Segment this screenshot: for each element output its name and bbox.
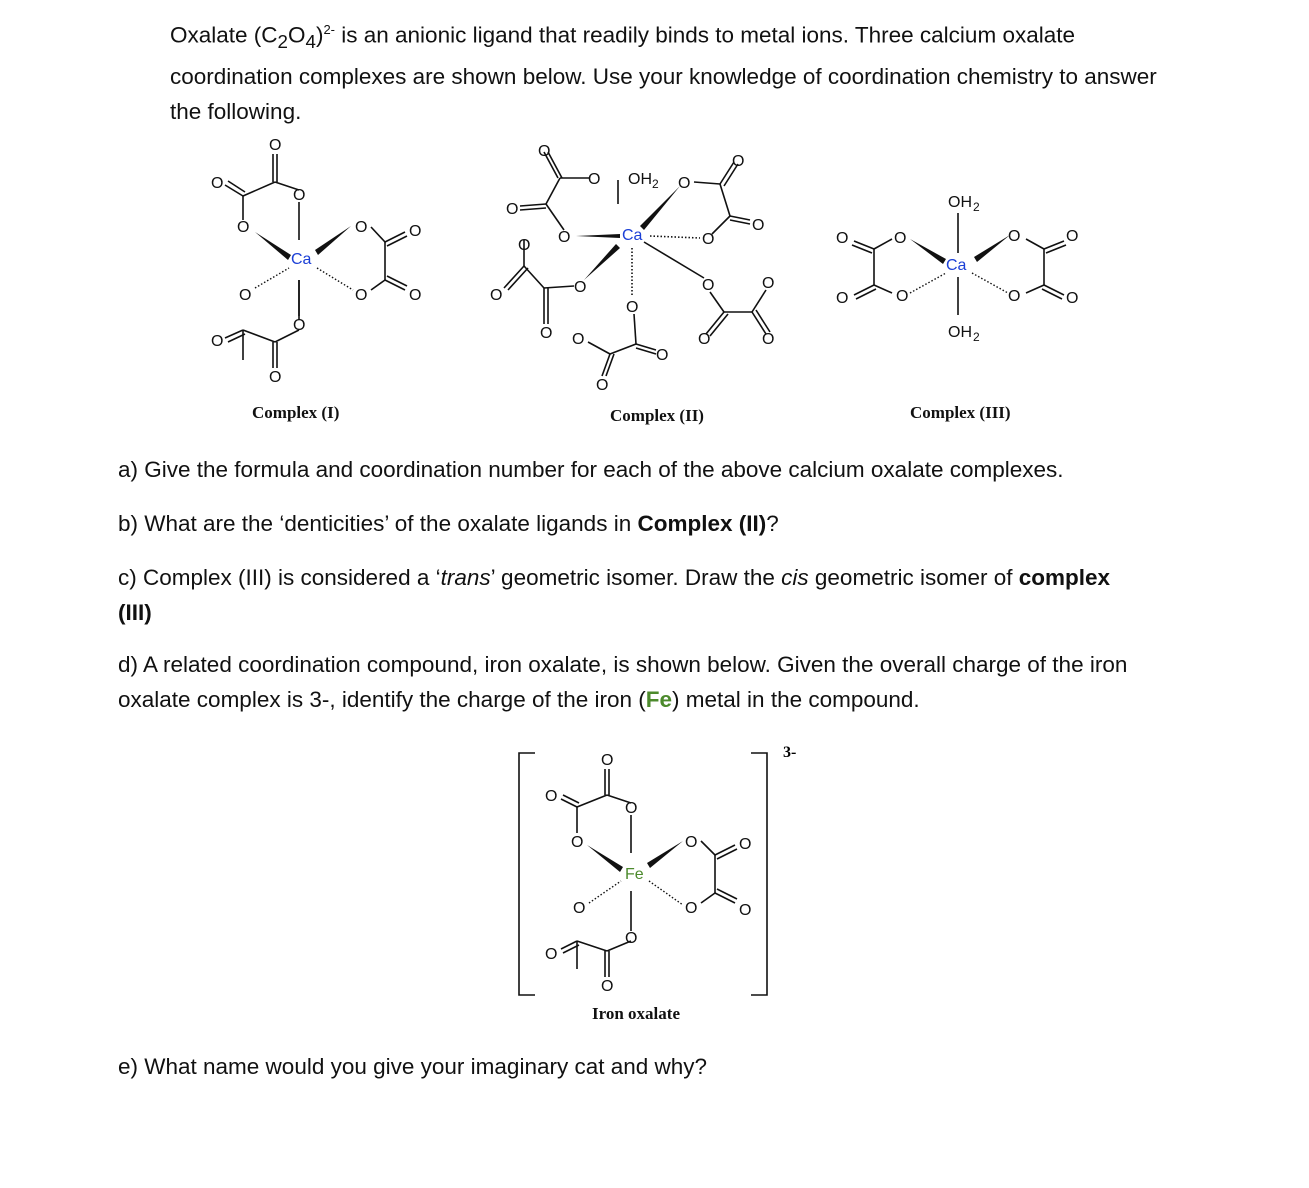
iron-label: Fe xyxy=(625,866,644,883)
question-italic: cis xyxy=(781,565,809,590)
intro-paragraph xyxy=(170,12,1170,129)
oxygen-label: O xyxy=(545,788,558,805)
oxygen-label: O xyxy=(625,930,638,947)
complex-3-caption: Complex (III) xyxy=(910,403,1011,422)
oxygen-label: O xyxy=(506,201,519,218)
oxygen-label: O xyxy=(739,836,752,853)
water-label: OH xyxy=(628,171,652,188)
intro-text: ) xyxy=(315,22,324,48)
oxygen-label: O xyxy=(698,331,711,348)
complex-1-structure xyxy=(195,130,445,390)
oxygen-label: O xyxy=(1066,228,1079,245)
intro-subscript: 4 xyxy=(305,31,316,52)
oxygen-label: O xyxy=(601,752,614,769)
oxygen-label: O xyxy=(571,834,584,851)
calcium-label: Ca xyxy=(291,251,312,268)
question-emphasis: complex xyxy=(1018,565,1111,590)
oxygen-label: O xyxy=(702,231,715,248)
oxygen-label: O xyxy=(269,369,282,386)
oxygen-label: O xyxy=(545,946,558,963)
question-text: geometric isomer of xyxy=(808,565,1019,590)
oxygen-label: O xyxy=(588,171,601,188)
question-c xyxy=(118,560,1188,630)
oxygen-label: O xyxy=(538,143,551,160)
charge-label: 3- xyxy=(783,744,797,761)
question-text: ’ geometric isomer. Draw the xyxy=(490,565,782,590)
question-b xyxy=(118,506,1188,541)
question-emphasis: (III) xyxy=(118,600,152,625)
intro-subscript: 2 xyxy=(277,31,288,52)
oxygen-label: O xyxy=(293,187,306,204)
oxygen-label: O xyxy=(573,900,586,917)
complex-3-structure xyxy=(830,185,1090,360)
oxygen-label: O xyxy=(625,800,638,817)
oxygen-label: O xyxy=(518,237,531,254)
iron-highlight: Fe xyxy=(645,687,673,712)
oxygen-label: O xyxy=(678,175,691,192)
oxygen-label: O xyxy=(626,299,639,316)
intro-text: Oxalate (C xyxy=(170,22,278,48)
intro-text: is an anionic ligand that readily binds to metal ions. Three calcium oxalate coordination complexes are shown below. Use your knowledge of coordination chemistry to answer the following. xyxy=(170,22,1157,124)
calcium-label: Ca xyxy=(622,227,643,244)
oxygen-label: O xyxy=(752,217,765,234)
calcium-label: Ca xyxy=(946,257,967,274)
oxygen-label: O xyxy=(1066,290,1079,307)
complex-2-structure xyxy=(480,140,800,400)
question-text: ? xyxy=(766,511,779,536)
oxygen-label: O xyxy=(1008,228,1021,245)
oxygen-label: O xyxy=(211,175,224,192)
oxygen-label: O xyxy=(574,279,587,296)
oxygen-label: O xyxy=(572,331,585,348)
oxygen-label: O xyxy=(409,287,422,304)
question-text: d) A related coordination compound, iron oxalate, is shown below. Given the overall charge of the iron oxalate complex is 3-, identify the charge of the iron ( xyxy=(118,652,1128,712)
question-text: ) metal in the compound. xyxy=(672,687,920,712)
oxygen-label: O xyxy=(239,287,252,304)
oxygen-label: O xyxy=(237,219,250,236)
question-e: e) What name would you give your imaginary cat and why? xyxy=(118,1054,708,1079)
oxygen-label: O xyxy=(685,900,698,917)
question-italic: trans xyxy=(440,565,491,590)
oxygen-label: O xyxy=(762,331,775,348)
oxygen-label: O xyxy=(685,834,698,851)
oxygen-label: O xyxy=(558,229,571,246)
oxygen-label: O xyxy=(894,230,907,247)
question-d xyxy=(118,647,1188,717)
question-a: a) Give the formula and coordination number for each of the above calcium oxalate complexes. xyxy=(118,457,1064,482)
oxygen-label: O xyxy=(269,137,282,154)
iron-oxalate-structure xyxy=(515,745,805,1000)
oxygen-label: O xyxy=(732,153,745,170)
oxygen-label: O xyxy=(490,287,503,304)
oxygen-label: O xyxy=(739,902,752,919)
water-subscript: 2 xyxy=(973,200,980,214)
oxygen-label: O xyxy=(355,287,368,304)
intro-text: O xyxy=(287,22,306,48)
oxygen-label: O xyxy=(293,317,306,334)
oxygen-label: O xyxy=(762,275,775,292)
oxygen-label: O xyxy=(836,290,849,307)
water-subscript: 2 xyxy=(973,330,980,344)
oxygen-label: O xyxy=(1008,288,1021,305)
oxygen-label: O xyxy=(355,219,368,236)
oxygen-label: O xyxy=(601,978,614,995)
water-label: OH xyxy=(948,324,972,341)
question-text: c) Complex (III) is considered a ‘ xyxy=(118,565,441,590)
oxygen-label: O xyxy=(540,325,553,342)
question-text: b) What are the ‘denticities’ of the oxalate ligands in xyxy=(118,511,638,536)
oxygen-label: O xyxy=(836,230,849,247)
oxygen-label: O xyxy=(211,333,224,350)
intro-superscript: 2- xyxy=(323,22,335,37)
water-label: OH xyxy=(948,194,972,211)
water-subscript: 2 xyxy=(652,177,659,191)
oxygen-label: O xyxy=(409,223,422,240)
oxygen-label: O xyxy=(656,347,669,364)
iron-oxalate-caption: Iron oxalate xyxy=(592,1004,680,1023)
complex-2-caption: Complex (II) xyxy=(610,406,704,425)
oxygen-label: O xyxy=(896,288,909,305)
oxygen-label: O xyxy=(702,277,715,294)
oxygen-label: O xyxy=(596,377,609,394)
question-emphasis: Complex (II) xyxy=(637,511,767,536)
complex-1-caption: Complex (I) xyxy=(252,403,340,422)
